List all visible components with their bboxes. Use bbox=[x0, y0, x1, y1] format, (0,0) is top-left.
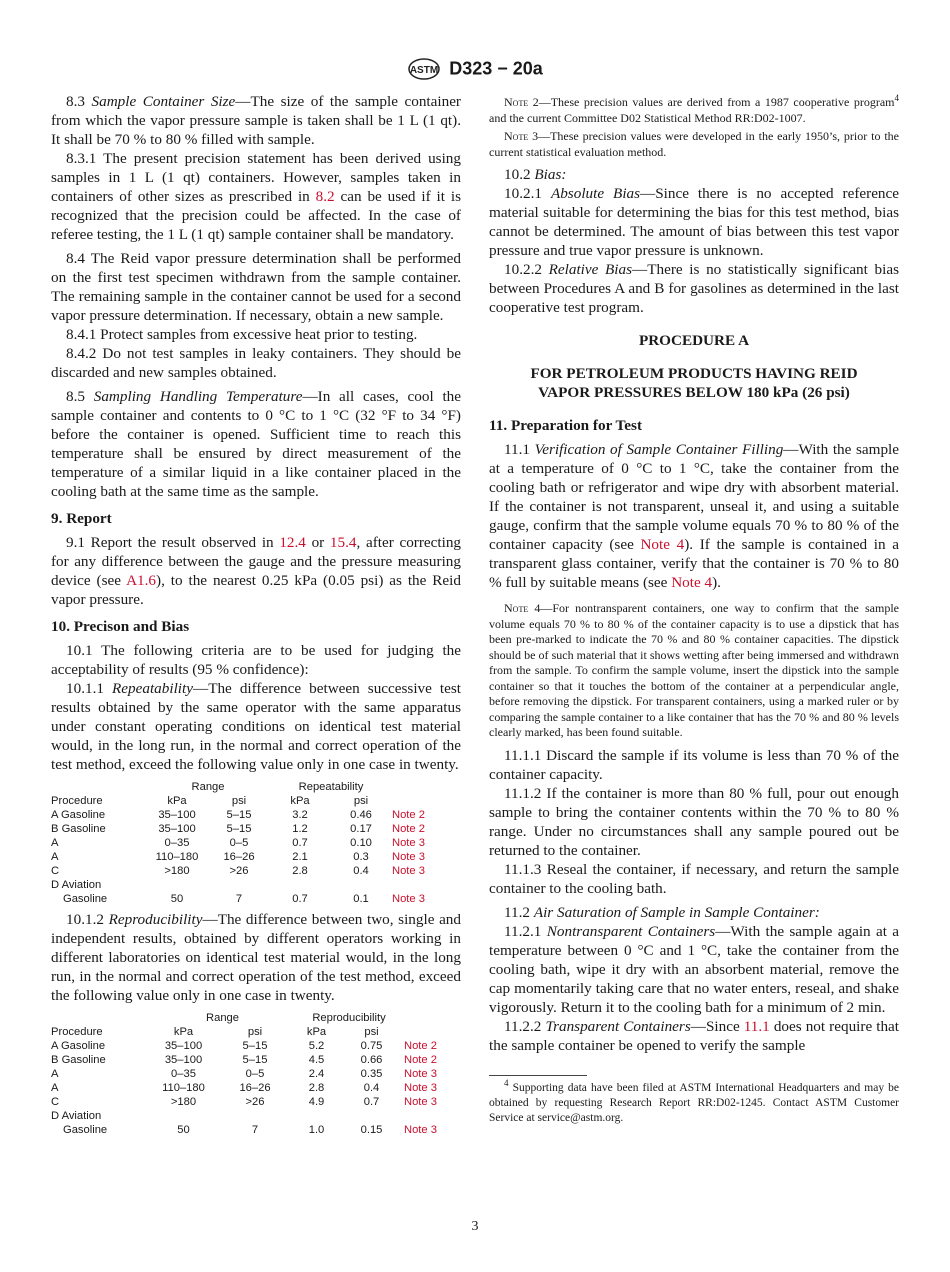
note-link[interactable]: Note 2 bbox=[404, 1040, 437, 1052]
para-8-4: 8.4 The Reid vapor pressure determination shall be performed on the first test specimen withdrawn from the sample container. The remaining sample in the container cannot be used for a second vapor pressure determination. If necessary, obtain a new sample. bbox=[51, 250, 461, 324]
para-11-1-3: 11.1.3 Reseal the container, if necessary, and return the sample container to the cooling bath. bbox=[489, 860, 899, 897]
right-column bbox=[489, 95, 899, 1126]
table-header-psi: psi bbox=[247, 1026, 263, 1038]
link-15-4[interactable]: 15.4 bbox=[329, 534, 357, 551]
note-link[interactable]: Note 3 bbox=[392, 837, 425, 849]
para-8-3-1: 8.3.1 The present precision statement has been derived using samples in 1 L (1 qt) containers. However, samples taken in containers of other sizes as prescribed in 8.2 can be used if it is recognized that the precision could be affected. In the case of referee testing, the 1 L (1 qt) sample container shall be mandatory. bbox=[51, 150, 461, 243]
para-9-1: 9.1 Report the result observed in 12.4 or 15.4, after correcting for any difference between the gauge and the pressure measuring device (see A1.6), to the nearest 0.25 kPa (0.05 psi) as the Reid vapor pressure. bbox=[51, 534, 462, 608]
para-10-1-2: 10.1.2 Reproducibility—The difference between two, single and independent results, obtained by different operators working in different laboratories on identical test material would, in the long run, in the normal and correct operation of the test method, exceed the following value only in one case in twenty. bbox=[51, 911, 461, 1004]
note-link[interactable]: Note 2 bbox=[392, 823, 425, 835]
table-row: C >180 >26 2.8 0.4 Note 3 bbox=[51, 864, 461, 878]
para-11-1-1: 11.1.1 Discard the sample if its volume is less than 70 % of the container capacity. bbox=[489, 746, 899, 783]
table-row: A 110–180 16–26 2.1 0.3 Note 3 bbox=[51, 850, 461, 864]
table-header-kpa: kPa bbox=[306, 1026, 327, 1038]
note-link[interactable]: Note 3 bbox=[392, 893, 425, 905]
link-8-2[interactable]: 8.2 bbox=[315, 188, 335, 205]
procedure-a-heading: PROCEDURE A bbox=[638, 332, 750, 349]
link-note-4[interactable]: Note 4 bbox=[671, 574, 713, 591]
table-header-psi: psi bbox=[231, 795, 247, 807]
footnote-4: $^4$ Supporting data have been filed at ASTM International Headquarters and may be obtained by requesting Research Report RR:D02-1245. Contact ASTM Customer Service at service@astm.org. bbox=[489, 1077, 899, 1124]
table-row: A Gasoline 35–100 5–15 3.2 0.46 Note 2 bbox=[51, 808, 461, 822]
repeatability-table bbox=[51, 780, 461, 906]
section-10-heading: 10. Precison and Bias bbox=[51, 618, 190, 635]
para-10-2-1: 10.2.1 Absolute Bias—Since there is no accepted reference material suitable for determining the bias for this test method, bias cannot be determined. The amount of bias between this test vapor pressure and true vapor pressure is unknown. bbox=[489, 185, 900, 259]
table-row: A 0–35 0–5 2.4 0.35 Note 3 bbox=[51, 1067, 461, 1081]
note-2: Note 2—These precision values are derived from a 1987 cooperative program$^4$ and the current Committee D02 Statistical Method RR:D02-1007. bbox=[489, 93, 899, 125]
para-11-2: 11.2 Air Saturation of Sample in Sample Container: bbox=[504, 903, 820, 921]
note-link[interactable]: Note 3 bbox=[404, 1124, 437, 1136]
note-4: Note 4—For nontransparent containers, one way to confirm that the sample volume equals 70 % to 80 % of the container capacity is to use a dipstick that has been pre-marked to indicate the 70 % and 80 % container capacities. The dipstick should be of such material that it shows wetting after being immersed and withdrawn from the sample. To confirm the sample volume, insert the dipstick into the sample container so that it touches the bottom of the container at a perpendicular angle, before removing the dipstick. For transparent containers, using a marked ruler or by comparing the sample container to a like container that has the 70 % and 80 % levels clearly marked, has been found suitable. bbox=[489, 601, 899, 739]
reproducibility-table bbox=[51, 1011, 461, 1137]
link-12-4[interactable]: 12.4 bbox=[279, 534, 306, 551]
table-header-psi: psi bbox=[353, 795, 369, 807]
note-link[interactable]: Note 3 bbox=[392, 865, 425, 877]
svg-text:ASTM: ASTM bbox=[410, 65, 439, 76]
link-note-4[interactable]: Note 4 bbox=[640, 536, 685, 553]
table-header-metric: Reproducibility bbox=[312, 1012, 386, 1024]
table-row: A 0–35 0–5 0.7 0.10 Note 3 bbox=[51, 836, 461, 850]
table-header-range: Range bbox=[191, 781, 225, 793]
table-row: Gasoline 50 7 0.7 0.1 Note 3 bbox=[51, 892, 461, 906]
table-header-procedure: Procedure bbox=[51, 1026, 103, 1038]
para-10-1-1: 10.1.1 Repeatability—The difference between successive test results obtained by the same operator with the same apparatus under constant operating conditions on identical test material would, in the long run, in the normal and correct operation of the test method, exceed the following value only in one case in twenty. bbox=[51, 680, 462, 773]
table-row: D Aviation bbox=[51, 879, 102, 891]
note-link[interactable]: Note 3 bbox=[404, 1068, 437, 1080]
para-10-2-2: 10.2.2 Relative Bias—There is no statistically significant bias between Procedures A and B for gasolines as determined in the last cooperative test program. bbox=[489, 261, 899, 316]
note-link[interactable]: Note 2 bbox=[404, 1054, 437, 1066]
para-11-1-2: 11.1.2 If the container is more than 80 % full, pour out enough sample to bring the container contents within the 70 % to 80 % range. Under no circumstances shall any sample poured out be returned to the container. bbox=[489, 784, 899, 859]
footnote-divider bbox=[489, 1075, 587, 1076]
procedure-a-subheading-2: VAPOR PRESSURES BELOW 180 kPa (26 psi) bbox=[538, 384, 850, 401]
document-id: D323 − 20a bbox=[449, 58, 543, 79]
para-11-2-2: 11.2.2 Transparent Containers—Since 11.1 does not require that the sample container be opened to verify the sample bbox=[489, 1017, 900, 1054]
table-row: A Gasoline 35–100 5–15 5.2 0.75 Note 2 bbox=[51, 1039, 461, 1053]
section-9-heading: 9. Report bbox=[51, 510, 112, 527]
para-10-1: 10.1 The following criteria are to be used for judging the acceptability of results (95 % confidence): bbox=[51, 642, 461, 678]
note-3: Note 3—These precision values were developed in the early 1950’s, prior to the current statistical evaluation method. bbox=[489, 129, 899, 159]
link-11-1[interactable]: 11.1 bbox=[743, 1017, 770, 1035]
left-column bbox=[51, 92, 461, 1141]
table-header-kpa: kPa bbox=[173, 1026, 194, 1038]
table-header-metric: Repeatability bbox=[298, 781, 364, 793]
para-11-1: 11.1 Verification of Sample Container Filling—With the sample at a temperature of 0 °C to 1 °C, take the container from the cooling bath or refrigerator and wipe dry with absorbent material. If the container is not transparent, unseal it, and using a suitable gauge, confirm that the sample volume equals 70 % to 80 % of the container capacity (see Note 4). If the sample is contained in a transparent glass container, verify that the container is 70 % to 80 % full by suitable means (see Note 4). bbox=[489, 441, 899, 591]
page-header bbox=[0, 58, 950, 80]
table-row: Gasoline 50 7 1.0 0.15 Note 3 bbox=[51, 1123, 461, 1137]
note-link[interactable]: Note 3 bbox=[404, 1096, 437, 1108]
table-header-kpa: kPa bbox=[290, 795, 310, 807]
table-row: B Gasoline 35–100 5–15 4.5 0.66 Note 2 bbox=[51, 1053, 461, 1067]
table-header-procedure: Procedure bbox=[51, 795, 103, 807]
para-8-4-2: 8.4.2 Do not test samples in leaky containers. They should be discarded and new samples obtained. bbox=[51, 345, 461, 381]
para-11-2-1: 11.2.1 Nontransparent Containers—With the sample again at a temperature between 0 °C and 1 °C, take the container from the cooling bath, wipe it dry with an absorbent material, remove the cap momentarily taking care that no water enters, reseal, and shake vigorously. Return it to the cooling bath for a minimum of 2 min. bbox=[489, 922, 900, 1016]
table-row: C >180 >26 4.9 0.7 Note 3 bbox=[51, 1095, 461, 1109]
para-8-4-1: 8.4.1 Protect samples from excessive heat prior to testing. bbox=[66, 326, 418, 343]
table-header-psi: psi bbox=[364, 1026, 379, 1038]
note-link[interactable]: Note 3 bbox=[392, 851, 425, 863]
note-link[interactable]: Note 3 bbox=[404, 1082, 437, 1094]
table-header-range: Range bbox=[206, 1012, 239, 1024]
table-row: D Aviation bbox=[51, 1110, 102, 1122]
section-11-heading: 11. Preparation for Test bbox=[489, 417, 642, 434]
para-8-5: 8.5 Sampling Handling Temperature—In all cases, cool the sample container and contents to 0 °C to 1 °C (32 °F to 34 °F) before the container is opened. Sufficient time to reach this temperature shall be ensured by direct measurement of the temperature of a similar liquid in a like container placed in the cooling bath at the same time as the sample. bbox=[51, 388, 461, 500]
table-row: B Gasoline 35–100 5–15 1.2 0.17 Note 2 bbox=[51, 822, 461, 836]
procedure-a-subheading-1: FOR PETROLEUM PRODUCTS HAVING REID bbox=[530, 365, 858, 382]
page-number: 3 bbox=[471, 1219, 479, 1234]
table-header-kpa: kPa bbox=[167, 795, 187, 807]
table-row: A 110–180 16–26 2.8 0.4 Note 3 bbox=[51, 1081, 461, 1095]
astm-logo-icon bbox=[407, 58, 441, 80]
para-8-3: 8.3 Sample Container Size—The size of the sample container from which the vapor pressure sample is taken shall be 1 L (1 qt). It shall be 70 % to 80 % filled with sample. bbox=[51, 93, 461, 148]
para-10-2: 10.2 Bias: bbox=[504, 166, 567, 183]
link-a1-6[interactable]: A1.6 bbox=[126, 572, 157, 589]
note-link[interactable]: Note 2 bbox=[392, 809, 425, 821]
